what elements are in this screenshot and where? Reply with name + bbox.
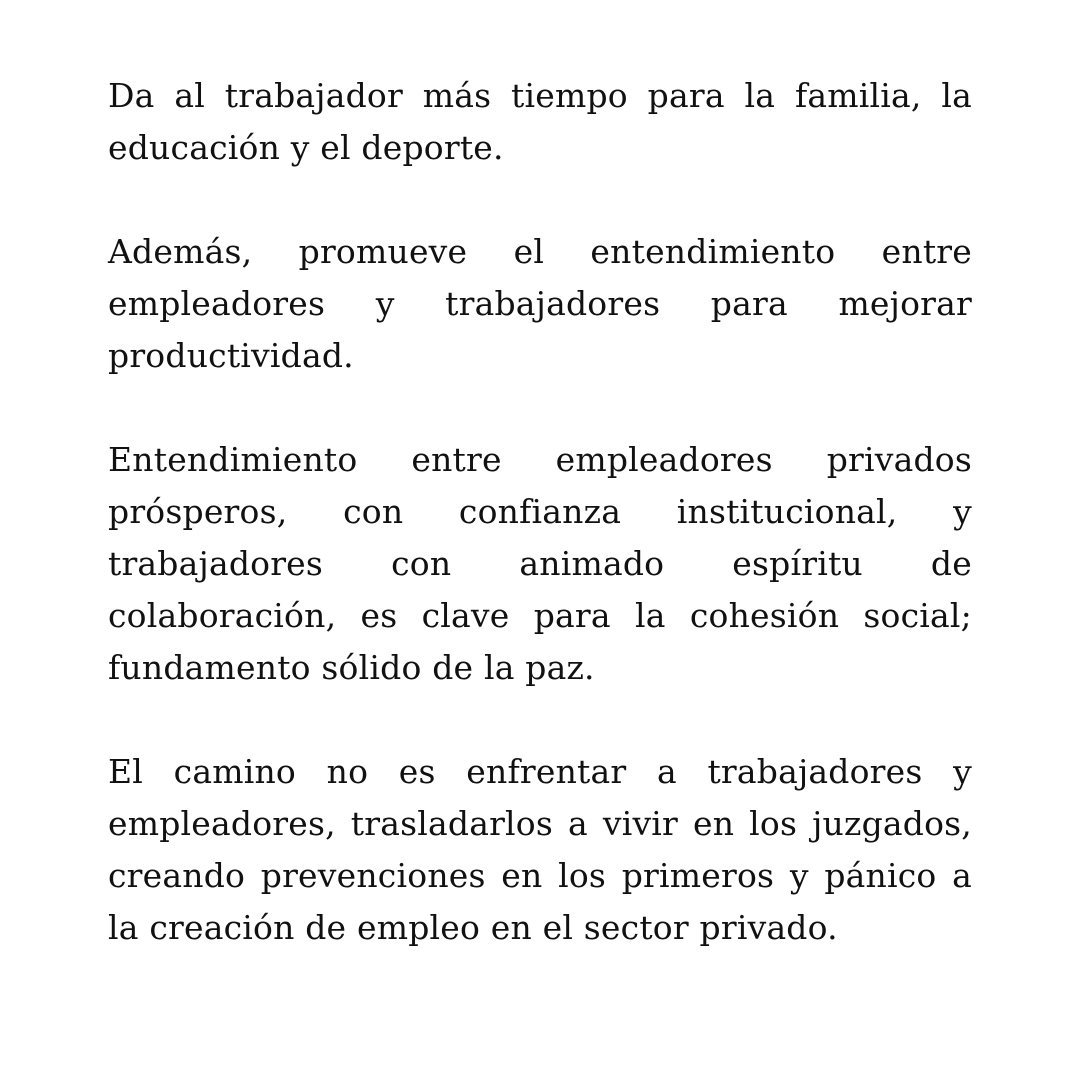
paragraph-social-cohesion: Entendimiento entre empleadores privados prósperos, con confianza institucional, y trabajadores con animado espíritu de colaboración, es clave para la cohesión social; fundamento sólido de la paz. bbox=[108, 440, 972, 687]
paragraph-path-forward: El camino no es enfrentar a trabajadores y empleadores, trasladarlos a vivir en los juzgados, creando prevenciones en los primeros y pánico a la creación de empleo en el sector privado. bbox=[108, 752, 972, 947]
paragraph-productivity: Además, promueve el entendimiento entre empleadores y trabajadores para mejorar productividad. bbox=[108, 232, 972, 375]
paragraph-family-time: Da al trabajador más tiempo para la familia, la educación y el deporte. bbox=[108, 76, 972, 167]
